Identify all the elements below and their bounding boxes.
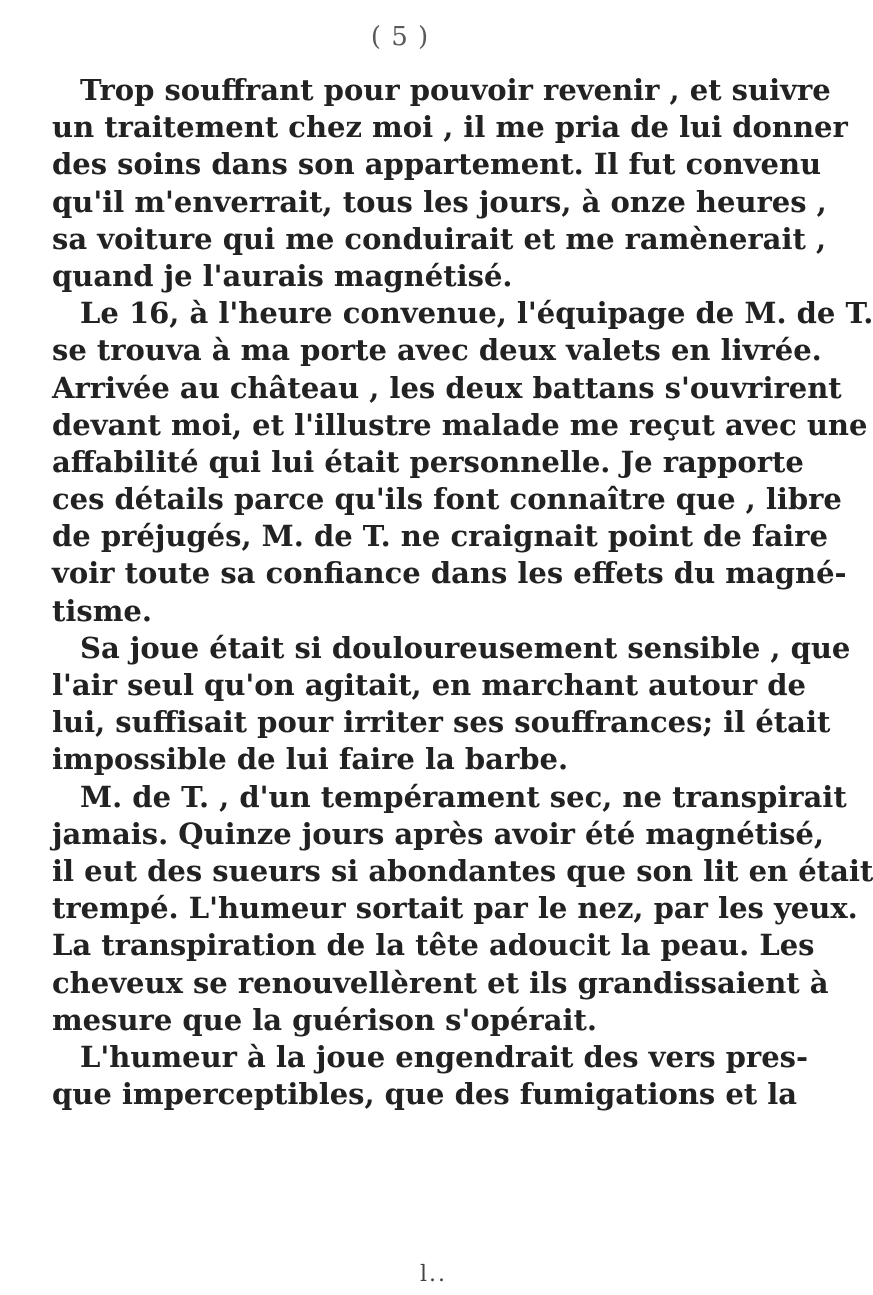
text-line: jamais. Quinze jours après avoir été magnétisé, — [52, 816, 824, 851]
text-line: l'air seul qu'on agitait, en marchant autour de — [52, 668, 806, 702]
text-line: il eut des sueurs si abondantes que son lit en était — [52, 853, 873, 888]
catchword: l.. — [420, 1262, 448, 1287]
text-line: L'humeur à la joue engendrait des vers pres- — [80, 1039, 809, 1074]
text-line: ces détails parce qu'ils font connaître que , libre — [52, 482, 842, 517]
text-line: de préjugés, M. de T. ne craignait point de faire — [52, 519, 828, 554]
text-line: des soins dans son appartement. Il fut convenu — [52, 147, 822, 182]
text-line: affabilité qui lui était personnelle. Je rapporte — [52, 444, 804, 479]
text-line: quand je l'aurais magnétisé. — [52, 258, 513, 293]
text-line: cheveux se renouvellèrent et ils grandissaient à — [52, 965, 829, 1000]
text-line: sa voiture qui me conduirait et me ramènerait , — [52, 221, 827, 256]
text-line: voir toute sa confiance dans les effets du magné- — [52, 556, 847, 591]
text-line: tisme. — [52, 593, 152, 628]
text-line: Arrivée au château , les deux battans s'ouvrirent — [52, 370, 842, 405]
text-line: Trop souffrant pour pouvoir revenir , et suivre — [80, 73, 831, 107]
body-text — [52, 72, 873, 1113]
text-line: Sa joue était si douloureusement sensible , que — [80, 630, 851, 665]
text-line: La transpiration de la tête adoucit la peau. Les — [52, 928, 815, 963]
text-line: impossible de lui faire la barbe. — [52, 742, 569, 777]
text-line: trempé. L'humeur sortait par le nez, par les yeux. — [52, 891, 858, 926]
text-line: un traitement chez moi , il me pria de lui donner — [52, 110, 848, 145]
text-line: lui, suffisait pour irriter ses souffrances; il était — [52, 705, 831, 740]
text-line: M. de T. , d'un tempérament sec, ne transpirait — [80, 779, 847, 814]
text-line: qu'il m'enverrait, tous les jours, à onze heures , — [52, 184, 827, 219]
text-line: que imperceptibles, que des fumigations et la — [52, 1077, 798, 1112]
page-number: ( 5 ) — [370, 22, 430, 52]
text-line: devant moi, et l'illustre malade me reçut avec une — [52, 407, 868, 442]
text-line: mesure que la guérison s'opérait. — [52, 1002, 597, 1037]
text-line: Le 16, à l'heure convenue, l'équipage de M. de T. — [80, 296, 873, 331]
text-line: se trouva à ma porte avec deux valets en livrée. — [52, 333, 822, 368]
